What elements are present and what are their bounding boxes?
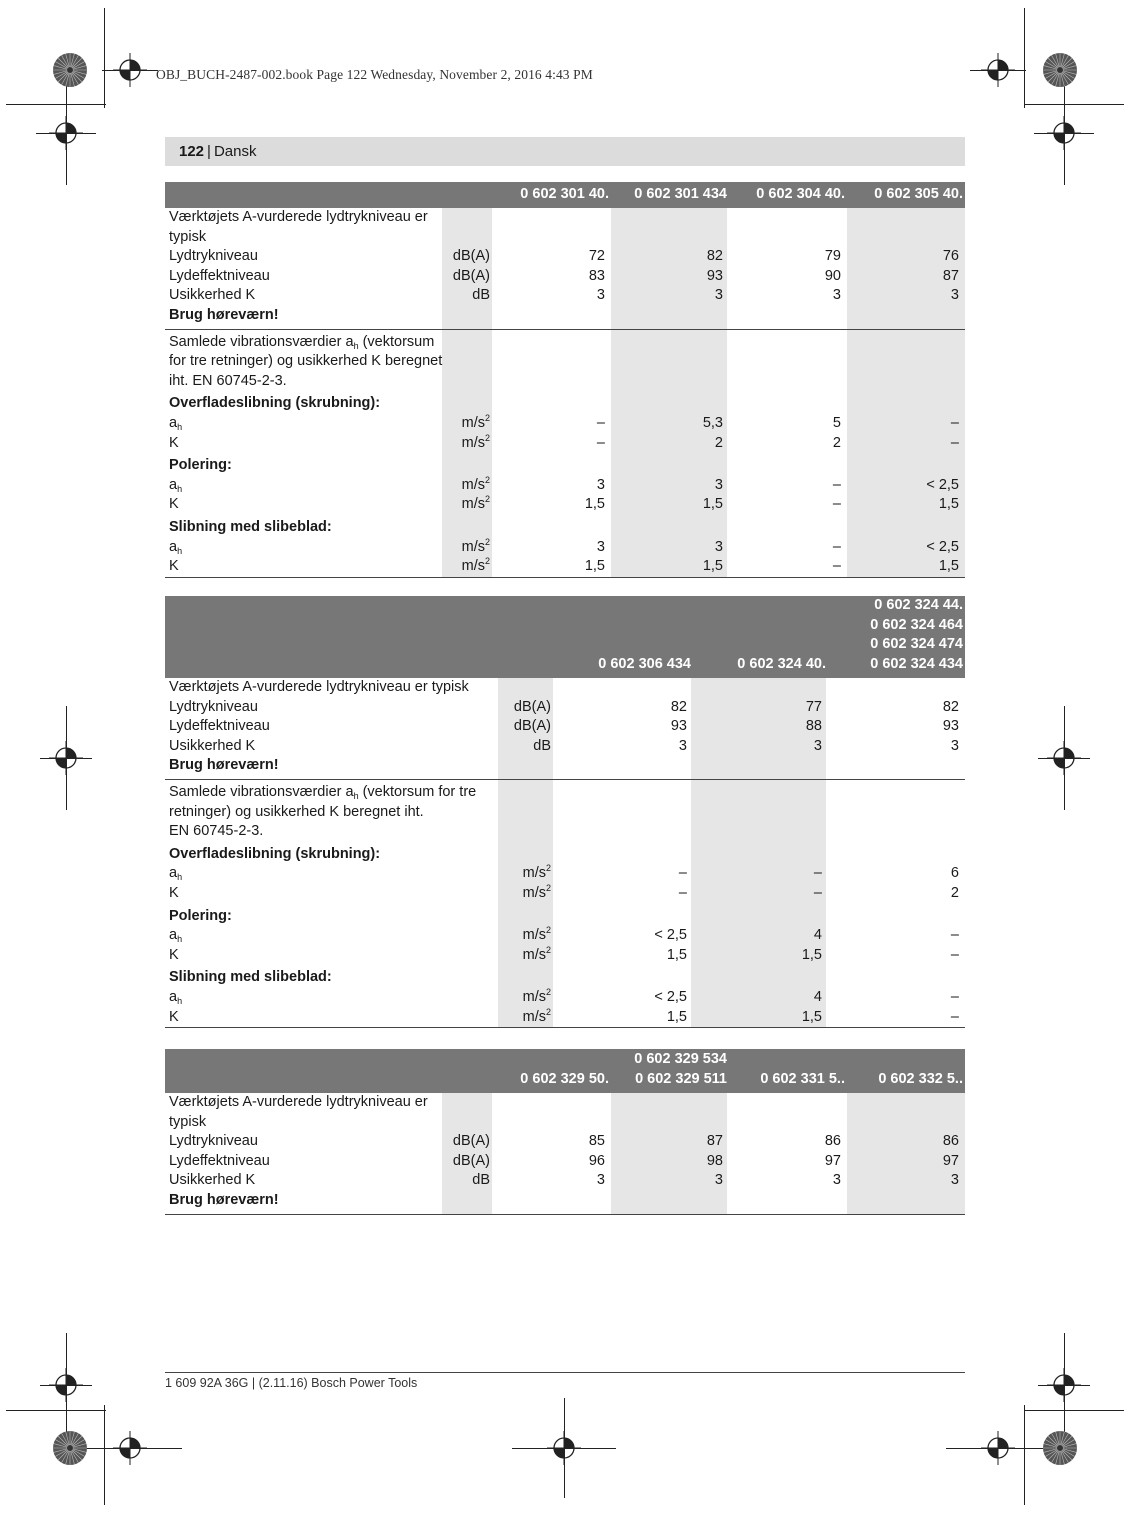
value-cell: 4 [813, 988, 822, 1005]
column-header-line: 0 602 329 50. [520, 1070, 609, 1087]
row-label: K [169, 496, 179, 513]
footer-text: 1 609 92A 36G | (2.11.16) Bosch Power Tools [165, 1376, 418, 1390]
value-cell: 3 [950, 1172, 959, 1189]
section-title-row [165, 845, 965, 865]
label-subscript: h [177, 483, 183, 494]
table-body [165, 678, 965, 1028]
registration-line [102, 70, 158, 71]
row-label: K [169, 558, 179, 575]
row-label: K [169, 946, 179, 963]
unit-cell: dB(A) [452, 248, 490, 265]
value-cell: 90 [824, 267, 841, 284]
row-label: $a_h$ [169, 865, 183, 883]
registration-line [66, 1333, 67, 1437]
table-end-rule [165, 577, 965, 578]
section-title-row [165, 968, 965, 988]
intro-text: for tre retninger) og usikkerhed K beregnet [169, 353, 443, 370]
row-label: Usikkerhed K [169, 737, 256, 754]
intro-text: EN 60745-2-3. [169, 823, 264, 840]
data-row [165, 267, 965, 287]
column-header [833, 596, 963, 674]
unit-superscript: 2 [484, 474, 490, 485]
value-cell: 82 [670, 698, 687, 715]
section-title: Slibning med slibeblad: [169, 969, 332, 986]
data-row [165, 1171, 965, 1191]
data-row [165, 434, 965, 454]
row-label: Lydtrykniveau [169, 248, 258, 265]
spec-table-1 [165, 182, 965, 578]
intro-text: Værktøjets A-vurderede lydtrykniveau er [169, 1094, 428, 1110]
value-cell: 1,5 [666, 946, 687, 963]
unit-cell: $m/s^2$ [461, 536, 490, 555]
value-cell: 3 [832, 287, 841, 304]
label-subscript: h [177, 934, 183, 945]
data-row [165, 476, 965, 496]
value-cell: 82 [706, 248, 723, 265]
value-cell: 2 [950, 884, 959, 901]
column-header-line: 0 602 331 5.. [760, 1070, 845, 1087]
intro-text: typisk [169, 228, 207, 245]
registration-line [66, 706, 67, 810]
intro-text: Samlede vibrationsværdier $a_h$ (vektorsum for tre [169, 783, 477, 801]
column-header-line: 0 602 306 434 [598, 655, 691, 672]
row-label: Usikkerhed K [169, 1172, 256, 1189]
column-header-line: 0 602 301 434 [634, 185, 727, 202]
data-row [165, 884, 965, 904]
intro-row [165, 333, 965, 353]
section-rule [165, 1214, 965, 1215]
column-header-line: 0 602 324 40. [737, 655, 826, 672]
table-header [165, 182, 965, 208]
section-rule [165, 779, 965, 780]
value-cell: 1,5 [584, 558, 605, 575]
hearing-protection-note: Brug høreværn! [169, 757, 279, 774]
value-cell: < 2,5 [926, 538, 959, 555]
value-cell: 86 [942, 1133, 959, 1150]
registration-line [946, 1448, 1050, 1449]
value-cell: 93 [670, 718, 687, 735]
intro-text: retninger) og usikkerhed K beregnet iht. [169, 803, 424, 820]
data-row [165, 946, 965, 966]
unit-cell: dB [472, 287, 490, 304]
label-subscript: h [177, 872, 183, 883]
value-cell: – [813, 865, 822, 882]
slug-line: OBJ_BUCH-2487-002.book Page 122 Wednesday, November 2, 2016 4:43 PM [156, 67, 593, 82]
label-subscript: h [177, 421, 183, 432]
data-row [165, 864, 965, 884]
unit-cell: $m/s^2$ [461, 474, 490, 493]
value-cell: 85 [588, 1133, 605, 1150]
data-row [165, 698, 965, 718]
unit-superscript: 2 [545, 986, 551, 997]
value-cell: 3 [832, 1172, 841, 1189]
unit-superscript: 2 [484, 494, 490, 505]
value-cell: 2 [832, 434, 841, 451]
section-rule [165, 329, 965, 330]
registration-line [1064, 81, 1065, 185]
column-header-line: 0 602 324 464 [870, 616, 963, 633]
value-cell: 5 [832, 414, 841, 431]
value-cell: < 2,5 [926, 476, 959, 493]
footer-rule [165, 1372, 965, 1373]
value-cell: 3 [813, 737, 822, 754]
intro-row [165, 783, 965, 803]
unit-cell: dB [472, 1172, 490, 1189]
column-header [715, 1070, 845, 1090]
value-cell: – [950, 927, 959, 944]
data-row [165, 926, 965, 946]
row-label: $a_h$ [169, 538, 183, 556]
column-header-line: 0 602 329 511 [635, 1070, 727, 1087]
unit-cell: dB(A) [513, 718, 551, 735]
value-cell: 1,5 [938, 558, 959, 575]
data-row [165, 538, 965, 558]
color-wheel-icon [52, 1430, 88, 1466]
warning-row [165, 306, 965, 326]
value-cell: 97 [824, 1152, 841, 1169]
unit-cell: $m/s^2$ [461, 412, 490, 431]
row-label: $a_h$ [169, 476, 183, 494]
value-cell: 1,5 [702, 496, 723, 513]
value-cell: 3 [678, 737, 687, 754]
registration-line [66, 81, 67, 185]
data-row [165, 286, 965, 306]
value-cell: 3 [596, 476, 605, 493]
unit-cell: $m/s^2$ [522, 863, 551, 882]
column-header-line: 0 602 332 5.. [878, 1070, 963, 1087]
row-label: $a_h$ [169, 988, 183, 1006]
column-header [597, 1050, 727, 1089]
table-body [165, 208, 965, 578]
spec-table-2 [165, 596, 965, 1028]
data-row [165, 737, 965, 757]
intro-row [165, 372, 965, 392]
unit-superscript: 2 [545, 863, 551, 874]
data-row [165, 1008, 965, 1028]
intro-row [165, 678, 965, 698]
label-subscript: h [177, 545, 183, 556]
column-header-line: 0 602 305 40. [874, 185, 963, 202]
value-cell: 3 [596, 538, 605, 555]
intro-row [165, 1093, 965, 1113]
intro-row [165, 352, 965, 372]
value-cell: – [950, 414, 959, 431]
value-cell: 3 [596, 1172, 605, 1189]
intro-row [165, 228, 965, 248]
value-cell: 1,5 [584, 496, 605, 513]
hearing-protection-note: Brug høreværn! [169, 306, 279, 323]
column-header [561, 655, 691, 675]
value-cell: – [832, 538, 841, 555]
value-cell: 88 [805, 718, 822, 735]
data-row [165, 495, 965, 515]
row-label: $a_h$ [169, 414, 183, 432]
value-cell: 76 [942, 248, 959, 265]
value-cell: – [596, 434, 605, 451]
section-title: Overfladeslibning (skrubning): [169, 845, 381, 862]
page-header [165, 137, 965, 166]
table-body [165, 1093, 965, 1215]
value-cell: 3 [950, 737, 959, 754]
unit-cell: dB(A) [513, 698, 551, 715]
intro-text: Værktøjets A-vurderede lydtrykniveau er [169, 209, 428, 225]
column-header-line: 0 602 324 44. [874, 597, 963, 613]
value-cell: 86 [824, 1133, 841, 1150]
unit-cell: $m/s^2$ [522, 925, 551, 944]
unit-superscript: 2 [545, 925, 551, 936]
value-cell: – [832, 558, 841, 575]
row-label: K [169, 1008, 179, 1025]
value-cell: 6 [950, 865, 959, 882]
column-header [833, 1070, 963, 1090]
section-title-row [165, 456, 965, 476]
column-header-line: 0 602 324 474 [870, 636, 963, 652]
spec-table-3 [165, 1049, 965, 1215]
column-header [833, 185, 963, 205]
value-cell: 3 [714, 1172, 723, 1189]
value-cell: 2 [714, 434, 723, 451]
value-cell: 82 [942, 698, 959, 715]
value-cell: – [832, 496, 841, 513]
column-header [597, 185, 727, 205]
unit-cell: dB(A) [452, 1152, 490, 1169]
data-row [165, 557, 965, 577]
header-separator: | [207, 143, 211, 160]
unit-cell: dB [533, 737, 551, 754]
section-title-row [165, 394, 965, 414]
column-header-line: 0 602 329 534 [634, 1051, 727, 1067]
unit-cell: $m/s^2$ [461, 432, 490, 451]
value-cell: – [813, 884, 822, 901]
page-language: Dansk [213, 143, 257, 160]
table-header [165, 1049, 965, 1093]
value-cell: 79 [824, 248, 841, 265]
unit-cell: dB(A) [452, 1133, 490, 1150]
intro-text: Samlede vibrationsværdier $a_h$ (vektorsum [169, 333, 435, 351]
data-row [165, 247, 965, 267]
unit-superscript: 2 [484, 536, 490, 547]
value-cell: 4 [813, 927, 822, 944]
value-cell: 1,5 [666, 1008, 687, 1025]
table-end-rule [165, 1027, 965, 1028]
value-cell: 1,5 [801, 1008, 822, 1025]
value-cell: 3 [596, 287, 605, 304]
value-cell: – [950, 1008, 959, 1025]
section-title-row [165, 907, 965, 927]
value-cell: 1,5 [801, 946, 822, 963]
unit-cell: $m/s^2$ [522, 944, 551, 963]
value-cell: 3 [714, 476, 723, 493]
registration-line [1064, 706, 1065, 810]
value-cell: 93 [706, 267, 723, 284]
value-cell: < 2,5 [654, 927, 687, 944]
unit-cell: dB(A) [452, 267, 490, 284]
warning-row [165, 1191, 965, 1211]
row-label: Lydeffektniveau [169, 267, 270, 284]
unit-superscript: 2 [545, 1006, 551, 1017]
value-cell: – [950, 946, 959, 963]
unit-superscript: 2 [484, 432, 490, 443]
intro-text: typisk [169, 1113, 207, 1130]
label-subscript: h [353, 790, 359, 801]
value-cell: – [950, 434, 959, 451]
color-wheel-icon [1042, 52, 1078, 88]
value-cell: 72 [588, 248, 605, 265]
section-title: Slibning med slibeblad: [169, 518, 332, 535]
row-label: Lydeffektniveau [169, 718, 270, 735]
registration-line [564, 1398, 565, 1498]
value-cell: 83 [588, 267, 605, 284]
section-title: Polering: [169, 907, 232, 924]
intro-row [165, 208, 965, 228]
value-cell: 98 [706, 1152, 723, 1169]
value-cell: 3 [714, 287, 723, 304]
value-cell: – [832, 476, 841, 493]
value-cell: < 2,5 [654, 988, 687, 1005]
data-row [165, 1152, 965, 1172]
registration-line [78, 1448, 182, 1449]
unit-superscript: 2 [545, 944, 551, 955]
label-subscript: h [353, 340, 359, 351]
value-cell: 1,5 [938, 496, 959, 513]
data-row [165, 988, 965, 1008]
value-cell: 3 [714, 538, 723, 555]
row-label: Lydeffektniveau [169, 1152, 270, 1169]
value-cell: – [678, 884, 687, 901]
value-cell: 87 [942, 267, 959, 284]
column-header [715, 185, 845, 205]
intro-row [165, 803, 965, 823]
value-cell: 1,5 [702, 558, 723, 575]
column-header [696, 655, 826, 675]
column-header [479, 185, 609, 205]
column-header [479, 1070, 609, 1090]
value-cell: – [596, 414, 605, 431]
value-cell: 87 [706, 1133, 723, 1150]
section-title-row [165, 518, 965, 538]
row-label: $a_h$ [169, 927, 183, 945]
value-cell: 77 [805, 698, 822, 715]
warning-row [165, 756, 965, 776]
intro-text: iht. EN 60745-2-3. [169, 372, 287, 389]
page-number: 122 [179, 143, 205, 160]
unit-superscript: 2 [484, 412, 490, 423]
intro-row [165, 822, 965, 842]
label-subscript: h [177, 995, 183, 1006]
data-row [165, 414, 965, 434]
data-row [165, 1132, 965, 1152]
row-label: Lydtrykniveau [169, 1133, 258, 1150]
value-cell: 93 [942, 718, 959, 735]
value-cell: 97 [942, 1152, 959, 1169]
section-title: Polering: [169, 457, 232, 474]
registration-line [970, 70, 1026, 71]
row-label: K [169, 434, 179, 451]
row-label: K [169, 884, 179, 901]
value-cell: 96 [588, 1152, 605, 1169]
row-label: Lydtrykniveau [169, 698, 258, 715]
unit-cell: $m/s^2$ [461, 556, 490, 575]
unit-cell: $m/s^2$ [461, 494, 490, 513]
unit-cell: $m/s^2$ [522, 986, 551, 1005]
value-cell: 5,3 [702, 414, 723, 431]
section-title: Overfladeslibning (skrubning): [169, 395, 381, 412]
registration-line [1064, 1333, 1065, 1437]
row-label: Usikkerhed K [169, 287, 256, 304]
value-cell: – [678, 865, 687, 882]
unit-cell: $m/s^2$ [522, 882, 551, 901]
unit-cell: $m/s^2$ [522, 1006, 551, 1025]
data-row [165, 717, 965, 737]
hearing-protection-note: Brug høreværn! [169, 1191, 279, 1208]
unit-superscript: 2 [484, 556, 490, 567]
unit-superscript: 2 [545, 882, 551, 893]
table-header [165, 596, 965, 678]
color-wheel-icon [1042, 1430, 1078, 1466]
column-header-line: 0 602 304 40. [756, 185, 845, 202]
intro-row [165, 1113, 965, 1133]
intro-text: Værktøjets A-vurderede lydtrykniveau er typisk [169, 679, 469, 695]
column-header-line: 0 602 324 434 [870, 655, 963, 672]
color-wheel-icon [52, 52, 88, 88]
value-cell: – [950, 988, 959, 1005]
value-cell: 3 [950, 287, 959, 304]
column-header-line: 0 602 301 40. [520, 185, 609, 202]
